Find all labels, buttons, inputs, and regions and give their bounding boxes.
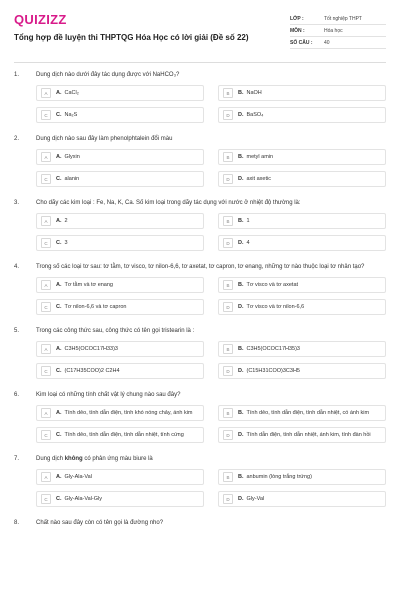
- option-text: Gly-Val: [246, 496, 265, 502]
- option-letter-box: D: [223, 174, 233, 184]
- answer-option[interactable]: [36, 107, 204, 123]
- option-label: B.: [238, 346, 244, 352]
- option-letter-box: D: [223, 238, 233, 248]
- answer-option[interactable]: [218, 213, 386, 229]
- question-text: Dung dịch nào dưới đây tác dụng được với NaHCO₃?: [36, 72, 180, 78]
- worksheet-meta: [290, 13, 386, 49]
- option-label: A.: [56, 218, 62, 224]
- option-letter-box: C: [41, 302, 51, 312]
- answer-option[interactable]: [36, 363, 204, 379]
- option-letter-box: D: [223, 366, 233, 376]
- option-text: NaOH: [246, 90, 262, 96]
- question-header: [14, 263, 386, 271]
- meta-value: 40: [324, 39, 330, 46]
- option-label: B.: [238, 154, 244, 160]
- option-label: B.: [238, 474, 244, 480]
- option-text: 1: [246, 218, 250, 224]
- option-label: D.: [238, 368, 244, 374]
- option-letter-box: C: [41, 430, 51, 440]
- answer-option[interactable]: [218, 277, 386, 293]
- meta-key: LỚP :: [290, 15, 304, 22]
- option-letter-box: D: [223, 494, 233, 504]
- question: [14, 71, 386, 123]
- option-letter-box: A: [41, 280, 51, 290]
- option-text: C3H5(OCOC17H33)3: [64, 346, 118, 352]
- answer-option[interactable]: [36, 427, 204, 443]
- option-text: Glyxin: [64, 154, 80, 160]
- option-label: C.: [56, 176, 62, 182]
- option-label: C.: [56, 240, 62, 246]
- answer-options: [36, 277, 386, 315]
- answer-option[interactable]: [36, 341, 204, 357]
- option-letter-box: B: [223, 408, 233, 418]
- option-label: A.: [56, 410, 62, 416]
- option-text: Tính dẫn điện, tính dẫn nhiệt, ánh kim, tính đàn hồi: [246, 432, 371, 438]
- option-label: B.: [238, 410, 244, 416]
- answer-option[interactable]: [218, 363, 386, 379]
- answer-option[interactable]: [218, 469, 386, 485]
- worksheet-title: Tổng hợp đề luyện thi THPTQG Hóa Học có lời giải (Đề số 22): [14, 33, 249, 42]
- answer-option[interactable]: [218, 235, 386, 251]
- answer-option[interactable]: [218, 107, 386, 123]
- question: [14, 327, 386, 379]
- answer-options: [36, 213, 386, 251]
- answer-option[interactable]: [218, 149, 386, 165]
- option-text: Tính dẻo, tính dẫn điện, tính khó nóng chảy, ánh kim: [64, 410, 193, 416]
- option-text: Tính dẻo, tính dẫn điện, tính dẫn nhiệt, có ánh kim: [246, 410, 370, 416]
- answer-options: [36, 341, 386, 379]
- meta-value: Tốt nghiệp THPT: [324, 15, 362, 22]
- question-text: Chất nào sau đây còn có tên gọi là đường nho?: [36, 520, 164, 526]
- option-letter-box: C: [41, 174, 51, 184]
- answer-option[interactable]: [36, 85, 204, 101]
- option-letter-box: A: [41, 88, 51, 98]
- answer-options: [36, 85, 386, 123]
- option-text: BaSO₄: [246, 112, 264, 118]
- question: [14, 135, 386, 187]
- option-text: (C17H35COO)2 C2H4: [64, 368, 120, 374]
- option-label: D.: [238, 304, 244, 310]
- option-letter-box: B: [223, 344, 233, 354]
- option-label: D.: [238, 496, 244, 502]
- option-letter-box: B: [223, 152, 233, 162]
- answer-options: [36, 469, 386, 507]
- option-letter-box: B: [223, 216, 233, 226]
- option-text: Tơ visco và tơ nilon-6,6: [246, 304, 305, 310]
- question-emphasis: không: [64, 456, 83, 462]
- option-text: axit axetic: [246, 176, 271, 182]
- option-letter-box: C: [41, 366, 51, 376]
- answer-option[interactable]: [36, 469, 204, 485]
- question: [14, 263, 386, 315]
- meta-key: MÔN :: [290, 27, 305, 34]
- question-header: [14, 455, 386, 463]
- answer-option[interactable]: [218, 427, 386, 443]
- option-label: A.: [56, 282, 62, 288]
- option-text: Gly-Ala-Val: [64, 474, 92, 480]
- answer-option[interactable]: [218, 85, 386, 101]
- option-text: Tơ tằm và tơ enang: [64, 282, 113, 288]
- question-header: [14, 327, 386, 335]
- question-header: [14, 199, 386, 207]
- option-text: anbumin (lòng trắng trứng): [246, 474, 312, 480]
- question: [14, 199, 386, 251]
- option-letter-box: C: [41, 238, 51, 248]
- option-label: A.: [56, 154, 62, 160]
- option-label: C.: [56, 496, 62, 502]
- option-letter-box: B: [223, 88, 233, 98]
- option-label: C.: [56, 432, 62, 438]
- meta-row-count: [290, 37, 386, 49]
- question-number: 5.: [14, 328, 20, 334]
- question-number: 4.: [14, 264, 20, 270]
- option-text: alanin: [64, 176, 80, 182]
- question-number: 6.: [14, 392, 20, 398]
- option-text: Na₂S: [64, 112, 78, 118]
- question-number: 8.: [14, 520, 20, 526]
- answer-option[interactable]: [218, 405, 386, 421]
- option-text: 4: [246, 240, 250, 246]
- option-label: A.: [56, 90, 62, 96]
- option-text: Tính dẻo, tính dẫn điện, tính dẫn nhiệt, tính cứng: [64, 432, 184, 438]
- answer-option[interactable]: [36, 405, 204, 421]
- answer-option[interactable]: [36, 299, 204, 315]
- option-label: B.: [238, 218, 244, 224]
- question-number: 1.: [14, 72, 20, 78]
- option-text: (C15H31COO)3C3H5: [246, 368, 300, 374]
- option-letter-box: A: [41, 408, 51, 418]
- quizizz-logo: QUIZIZZ: [14, 12, 67, 27]
- option-label: D.: [238, 240, 244, 246]
- option-letter-box: A: [41, 216, 51, 226]
- option-text: Gly-Ala-Val-Gly: [64, 496, 102, 502]
- meta-row-subject: [290, 25, 386, 37]
- option-text: Tơ visco và tơ axetat: [246, 282, 299, 288]
- option-letter-box: D: [223, 302, 233, 312]
- option-letter-box: B: [223, 280, 233, 290]
- question: [14, 391, 386, 443]
- option-letter-box: A: [41, 472, 51, 482]
- option-label: C.: [56, 112, 62, 118]
- option-text: C3H5(OCOC17H35)3: [246, 346, 300, 352]
- header: [0, 0, 400, 62]
- question-text-part: có phản ứng màu biure là: [82, 456, 153, 462]
- option-letter-box: C: [41, 110, 51, 120]
- question-text: Trong số các loại tơ sau: tơ tằm, tơ visco, tơ nilon-6,6, tơ axetat, tơ capron, tơ enang, những tơ nào thuộc loại tơ nhân tạo?: [36, 264, 365, 270]
- question-text: Cho dãy các kim loại : Fe, Na, K, Ca. Số kim loại trong dãy tác dụng với nước ở nhiệt độ thường là:: [36, 200, 301, 206]
- option-letter-box: B: [223, 472, 233, 482]
- answer-option[interactable]: [218, 299, 386, 315]
- option-label: A.: [56, 346, 62, 352]
- answer-option[interactable]: [36, 149, 204, 165]
- question-text: Trong các công thức sau, công thức có tên gọi tristearin là :: [36, 328, 195, 334]
- option-text: 3: [64, 240, 68, 246]
- option-letter-box: A: [41, 344, 51, 354]
- option-letter-box: D: [223, 430, 233, 440]
- option-label: B.: [238, 90, 244, 96]
- answer-option[interactable]: [36, 213, 204, 229]
- answer-options: [36, 149, 386, 187]
- option-letter-box: C: [41, 494, 51, 504]
- question-number: 7.: [14, 456, 20, 462]
- question: [14, 519, 386, 527]
- answer-option[interactable]: [36, 277, 204, 293]
- option-text: metyl amin: [246, 154, 274, 160]
- question-number: 3.: [14, 200, 20, 206]
- option-label: D.: [238, 432, 244, 438]
- question-text-part: Dung dịch: [36, 456, 65, 462]
- question-header: [14, 391, 386, 399]
- option-letter-box: D: [223, 110, 233, 120]
- option-label: C.: [56, 304, 62, 310]
- question-text: Kim loại có những tính chất vật lý chung nào sau đây?: [36, 392, 181, 398]
- option-label: D.: [238, 112, 244, 118]
- answer-option[interactable]: [218, 171, 386, 187]
- answer-options: [36, 405, 386, 443]
- meta-key: SỐ CÂU :: [290, 39, 313, 46]
- option-text: 2: [64, 218, 68, 224]
- answer-option[interactable]: [36, 235, 204, 251]
- question-text: Dung dịch nào sau đây làm phenolphtalein đổi màu: [36, 136, 173, 142]
- question-header: [14, 519, 386, 527]
- option-label: A.: [56, 474, 62, 480]
- option-label: B.: [238, 282, 244, 288]
- question-header: [14, 135, 386, 143]
- option-label: D.: [238, 176, 244, 182]
- answer-option[interactable]: [218, 491, 386, 507]
- question-header: [14, 71, 386, 79]
- option-letter-box: A: [41, 152, 51, 162]
- answer-option[interactable]: [218, 341, 386, 357]
- question-text: [36, 455, 386, 463]
- option-label: C.: [56, 368, 62, 374]
- question-list: [0, 63, 400, 527]
- meta-row-class: [290, 13, 386, 25]
- option-text: CaCl₂: [64, 90, 79, 96]
- meta-value: Hóa học: [324, 27, 343, 34]
- answer-option[interactable]: [36, 491, 204, 507]
- question-number: 2.: [14, 136, 20, 142]
- answer-option[interactable]: [36, 171, 204, 187]
- question: [14, 455, 386, 507]
- option-text: Tơ nilon-6,6 và tơ capron: [64, 304, 127, 310]
